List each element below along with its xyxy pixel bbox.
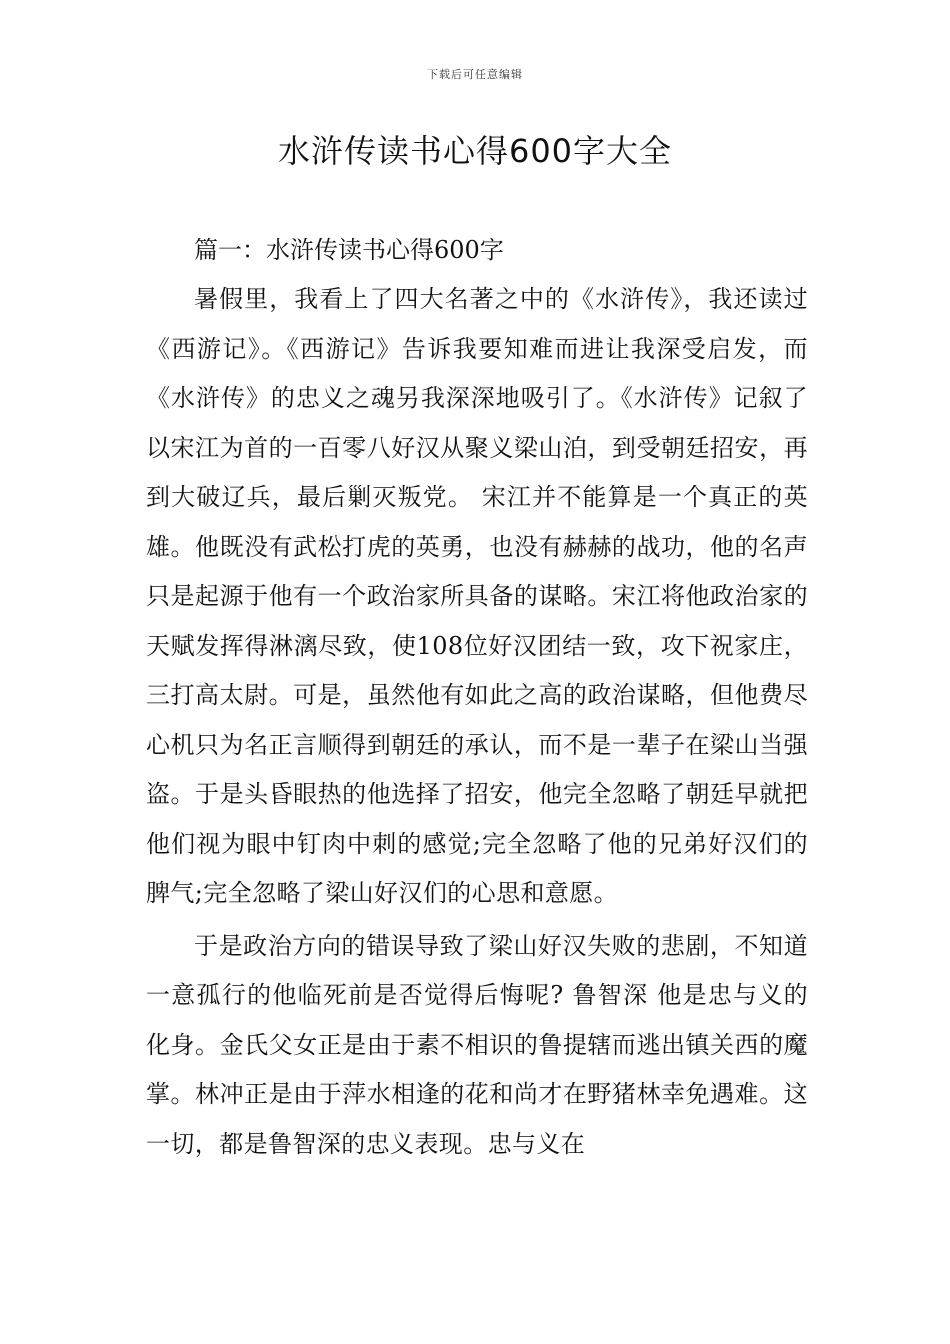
- body-paragraph: 暑假里，我看上了四大名著之中的《水浒传》，我还读过《西游记》。《西游记》告诉我要知难而进让我深受启发，而《水浒传》的忠义之魂另我深深地吸引了。《水浒传》记叙了以宋江为首的一百零八好汉从聚义梁山泊，到受朝廷招安，再到大破辽兵，最后剿灭叛党。 宋江并不能算是一个真正的英雄。他既没有武松打虎的英勇，也没有赫赫的战功，他的名声只是起源于他有一个政治家所具备的谋略。宋江将他政治家的天赋发挥得淋漓尽致，使108位好汉团结一致，攻下祝家庄，三打高太尉。可是，虽然他有如此之高的政治谋略，但他费尽心机只为名正言顺得到朝廷的承认，而不是一辈子在梁山当强盗。于是头昏眼热的他选择了招安，他完全忽略了朝廷早就把他们视为眼中钉肉中刺的感觉;完全忽略了他的兄弟好汉们的脾气;完全忽略了梁山好汉们的心思和意愿。: [146, 285, 808, 907]
- body-paragraph: 于是政治方向的错误导致了梁山好汉失败的悲剧，不知道一意孤行的他临死前是否觉得后悔呢? 鲁智深 他是忠与义的化身。金氏父女正是由于素不相识的鲁提辖而逃出镇关西的魔掌。林冲正是由于萍水相逢的花和尚才在野猪林幸免遇难。这一切，都是鲁智深的忠义表现。忠与义在: [146, 931, 808, 1158]
- document-title: 水浒传读书心得600字大全: [277, 132, 673, 170]
- section-heading: 篇一：水浒传读书心得600字: [194, 236, 504, 264]
- page-header-note: 下载后可任意编辑: [427, 68, 523, 81]
- document-body: [146, 226, 808, 1169]
